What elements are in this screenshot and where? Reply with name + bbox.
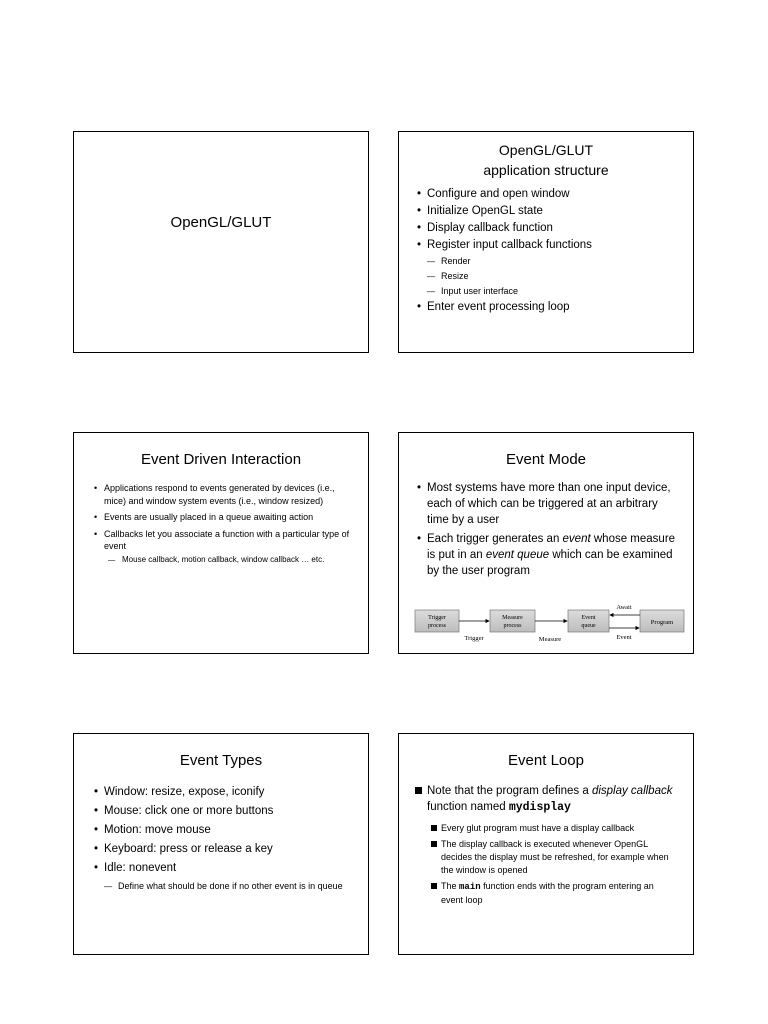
bullet-list	[88, 783, 368, 893]
bullet-item: • Idle: nonevent	[88, 859, 368, 878]
diagram-box-label: Event	[581, 615, 596, 621]
slide-title-line: OpenGL/GLUT	[498, 142, 594, 158]
sub-bullet-item: — Resize	[411, 269, 693, 284]
bullet-item: • Enter event processing loop	[411, 299, 693, 316]
bullet-item: • Display callback function	[411, 220, 693, 237]
bullet-item: • Events are usually placed in a queue awaiting action	[88, 511, 368, 524]
slide-event-mode	[398, 432, 694, 654]
emphasis-text: display callback	[591, 785, 673, 797]
slide-title: Event Mode	[505, 451, 587, 468]
bullet-item: • Applications respond to events generated by devices (i.e., mice) and window system events (i.e., window resized)	[88, 482, 368, 507]
diagram-box-label: process	[503, 623, 522, 629]
sub-bullet-item: — Mouse callback, motion callback, window callback … etc.	[88, 554, 368, 566]
sub-bullet-item: The main function ends with the program entering an event loop	[413, 880, 693, 907]
sub-bullet-item: Every glut program must have a display callback	[413, 822, 693, 835]
sub-bullet-item: The display callback is executed whenever OpenGL decides the display must be refreshed, for example when the window is opened	[413, 838, 693, 877]
bullet-item: • Register input callback functions	[411, 237, 693, 254]
slide-opengl-glut	[73, 131, 369, 353]
emphasis-text: event queue	[485, 549, 550, 561]
diagram-box-label: Measure	[502, 615, 523, 621]
bullet-item: Note that the program defines a display callback function named mydisplay	[413, 783, 693, 816]
bullet-item: • Initialize OpenGL state	[411, 203, 693, 220]
bullet-item: • Each trigger generates an event whose measure is put in an event queue which can be examined by the user program	[411, 531, 693, 579]
bullet-item: • Window: resize, expose, iconify	[88, 783, 368, 802]
diagram-box-trigger-process	[415, 610, 459, 632]
code-text: main	[459, 882, 481, 892]
diagram-arrow-label-trigger: Trigger	[464, 635, 484, 642]
slide-event-loop	[398, 733, 694, 955]
bullet-item: • Configure and open window	[411, 186, 693, 203]
bullet-item: • Callbacks let you associate a function with a particular type of event	[88, 528, 368, 553]
diagram-box-label: Program	[650, 619, 674, 626]
diagram-box-program	[640, 610, 684, 632]
slide-event-types	[73, 733, 369, 955]
diagram-box-label: queue	[581, 623, 596, 629]
slide-event-driven-interaction	[73, 432, 369, 654]
slide-title: Event Driven Interaction	[140, 451, 302, 468]
bullet-item: • Motion: move mouse	[88, 821, 368, 840]
bullet-list	[411, 186, 693, 316]
event-mode-diagram	[411, 601, 686, 649]
bullet-list	[411, 480, 693, 579]
diagram-box-measure-process	[490, 610, 535, 632]
sub-bullet-item: — Render	[411, 254, 693, 269]
slide-title-line: application structure	[483, 162, 609, 178]
bullet-item: • Mouse: click one or more buttons	[88, 802, 368, 821]
diagram-box-label: process	[428, 623, 446, 629]
diagram-arrow-label-event: Event	[616, 634, 632, 641]
bullet-list	[413, 783, 693, 907]
bullet-list	[88, 482, 368, 566]
diagram-arrow-label-measure: Measure	[538, 636, 562, 643]
diagram-box-event-queue	[568, 610, 609, 632]
slide-title	[399, 140, 693, 180]
slide-title: Event Types	[179, 752, 263, 769]
emphasis-text: event	[562, 533, 591, 545]
slide-application-structure	[398, 131, 694, 353]
slide-title: Event Loop	[508, 752, 584, 769]
bullet-item: • Most systems have more than one input device, each of which can be triggered at an arbitrary time by a user	[411, 480, 693, 528]
slide-title: OpenGL/GLUT	[170, 214, 272, 231]
diagram-box-label: Trigger	[428, 615, 446, 621]
code-text: mydisplay	[508, 801, 571, 814]
bullet-item: • Keyboard: press or release a key	[88, 840, 368, 859]
sub-bullet-item: — Define what should be done if no other event is in queue	[88, 880, 368, 893]
diagram-arrow-label-await: Await	[616, 604, 632, 611]
sub-bullet-item: — Input user interface	[411, 284, 693, 299]
